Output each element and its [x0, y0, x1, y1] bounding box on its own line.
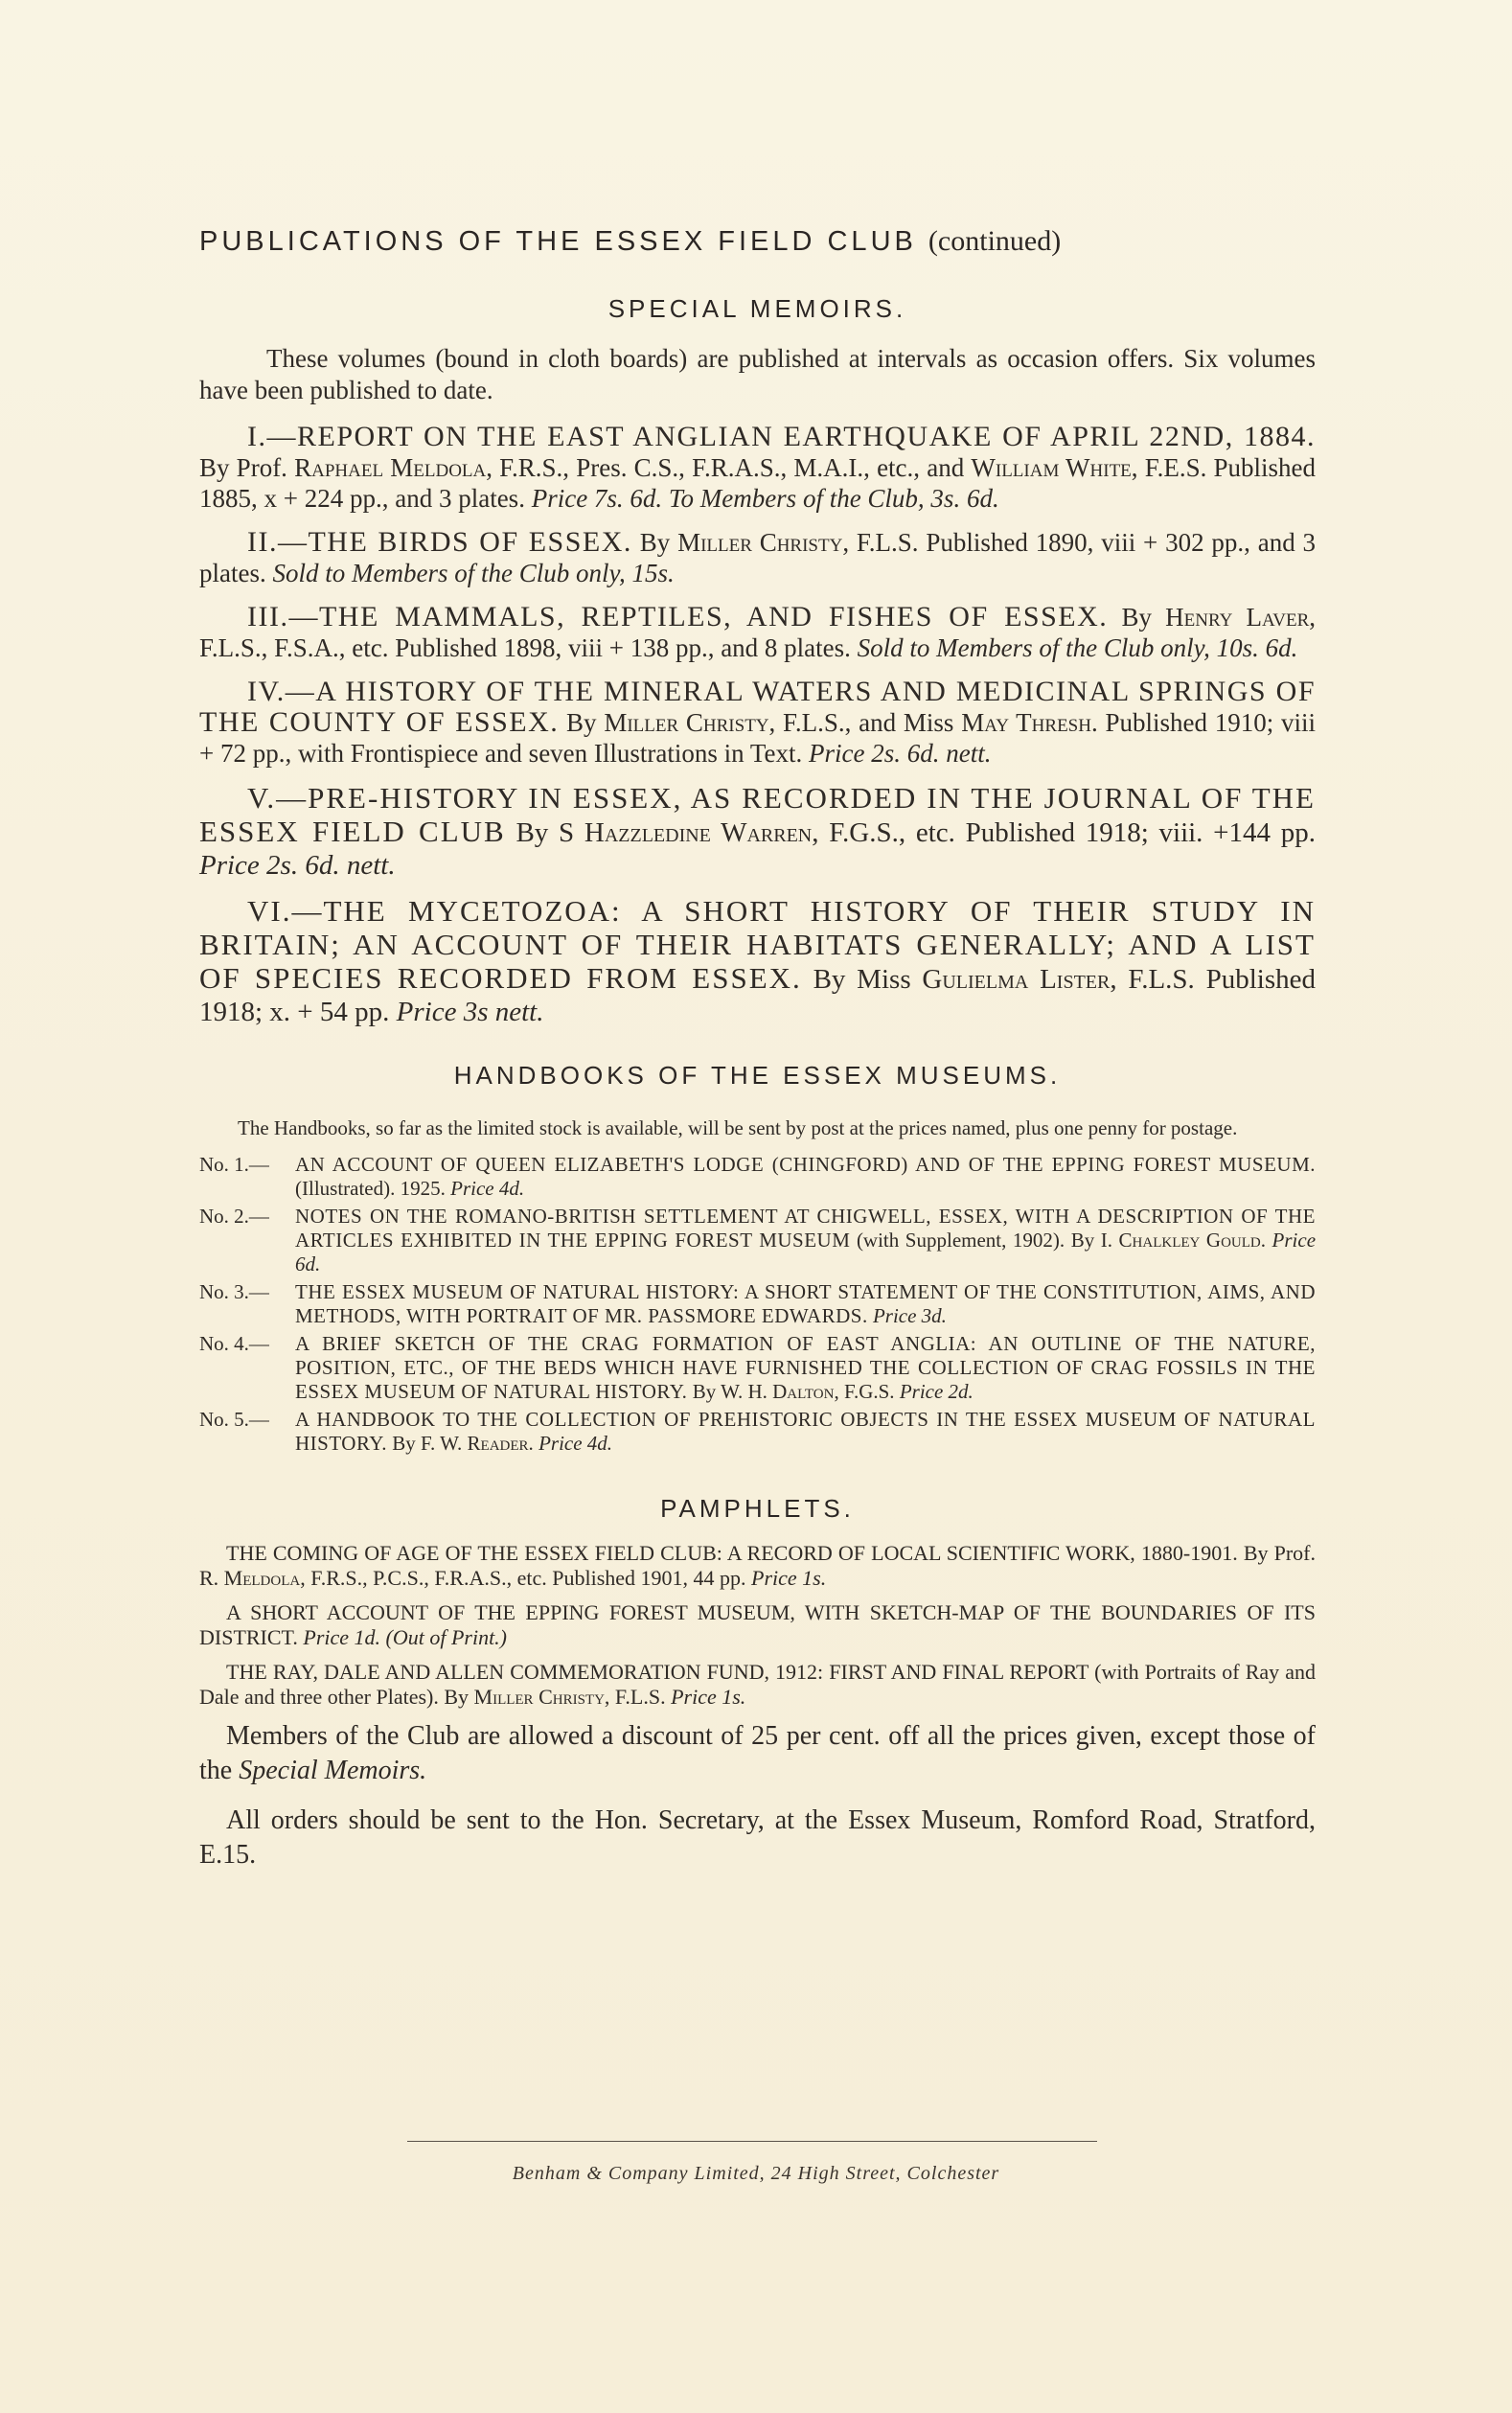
handbook-author: Reader.: [467, 1432, 534, 1455]
memoir-by: By Miss: [813, 964, 911, 995]
handbook-author: Chalkley Gould.: [1118, 1229, 1266, 1252]
handbook-number: No. 3.—: [199, 1280, 269, 1303]
handbook-title: THE ESSEX MUSEUM OF NATURAL HISTORY: A SHORT STATEMENT OF THE CONSTITUTION, AIMS, AND METHODS, WITH PORTRAIT OF MR. PASSMORE EDWARDS.: [295, 1280, 1316, 1327]
memoir-price: Price 3s nett.: [396, 997, 544, 1027]
page-title: [199, 225, 1316, 258]
printer-imprint: Benham & Company Limited, 24 High Street, Colchester: [512, 2163, 1000, 2184]
imprint-rule: [407, 2141, 1097, 2142]
memoir-title: VI.—THE MYCETOZOA: A SHORT HISTORY OF THEIR STUDY IN BRITAIN; AN ACCOUNT OF THEIR HABITATS GENERALLY; AND A LIST OF SPECIES RECORDED FROM ESSEX.: [199, 894, 1316, 995]
handbooks-heading: HANDBOOKS OF THE ESSEX MUSEUMS.: [453, 1061, 1062, 1090]
handbook-title: A HANDBOOK TO THE COLLECTION OF PREHISTORIC OBJECTS IN THE ESSEX MUSEUM OF NATURAL HISTORY.: [295, 1408, 1316, 1455]
handbook-number: No. 1.—: [199, 1153, 269, 1176]
memoir-by: By: [1121, 603, 1152, 632]
memoir-by: By Prof.: [199, 453, 287, 482]
handbook-item: [199, 1280, 1316, 1328]
memoir-title: V.—PRE-HISTORY IN ESSEX, AS RECORDED IN THE JOURNAL OF THE ESSEX FIELD CLUB: [199, 781, 1316, 848]
memoir-item: [199, 422, 1316, 514]
handbook-text: [295, 1153, 1316, 1201]
memoir-details: , F.E.S. Published 1885, x + 224 pp., and 3 plates.: [199, 453, 1317, 513]
handbook-number: No. 2.—: [199, 1205, 269, 1228]
handbook-author: Dalton,: [772, 1380, 839, 1403]
memoir-details: , F.L.S., F.S.A., etc. Published 1898, viii + 138 pp., and 8 plates.: [199, 603, 1317, 662]
memoir-title: IV.—A HISTORY OF THE MINERAL WATERS AND MEDICINAL SPRINGS OF THE COUNTY OF ESSEX.: [199, 676, 1316, 738]
handbook-title: A BRIEF SKETCH OF THE CRAG FORMATION OF EAST ANGLIA: AN OUTLINE OF THE NATURE, POSITION, ETC., OF THE BEDS WHICH HAVE FURNISHED THE COLLECTION OF CRAG FOSSILS IN THE ESSEX MUSEUM OF NATURAL HISTORY.: [295, 1332, 1316, 1403]
memoir-price: Price 7s. 6d. To Members of the Club, 3s. 6d.: [531, 484, 999, 513]
memoir-details: , F.G.S., etc. Published 1918; viii. +144 pp.: [812, 817, 1316, 848]
memoir-price: Sold to Members of the Club only, 10s. 6d.: [857, 633, 1298, 662]
handbook-price: Price 4d.: [538, 1432, 613, 1455]
pamphlet-item: [199, 1660, 1316, 1710]
handbook-details: By W. H.: [692, 1380, 767, 1403]
page-title-continued: (continued): [928, 225, 1062, 257]
handbook-text: [295, 1332, 1316, 1404]
handbook-price: Price 2d.: [899, 1380, 974, 1403]
pamphlet-author: R. Meldola: [199, 1566, 301, 1590]
handbook-after: F.G.S.: [843, 1380, 895, 1403]
handbooks-intro: The Handbooks, so far as the limited stock is available, will be sent by post at the prices named, plus one penny for postage.: [238, 1116, 1238, 1139]
handbook-number: No. 4.—: [199, 1332, 269, 1355]
memoir-item: [199, 895, 1316, 1028]
memoir-price: Price 2s. 6d. nett.: [199, 850, 396, 881]
memoir-author: Miller Christy: [677, 528, 843, 557]
memoir-title: II.—THE BIRDS OF ESSEX.: [247, 526, 632, 558]
memoir-author: Raphael Meldola: [294, 453, 487, 482]
handbook-number: No. 5.—: [199, 1408, 269, 1431]
handbook-price: Price 3d.: [872, 1304, 947, 1327]
pamphlet-price: Price 1d. (Out of Print.): [303, 1625, 508, 1649]
handbook-details: By F. W.: [392, 1432, 463, 1455]
pamphlet-price: Price 1s.: [751, 1566, 827, 1590]
pamphlet-after: , F.R.S., P.C.S., F.R.A.S., etc. Published 1901, 44 pp.: [300, 1566, 746, 1590]
memoir-title: III.—THE MAMMALS, REPTILES, AND FISHES OF ESSEX.: [247, 601, 1109, 632]
special-memoirs-heading: SPECIAL MEMOIRS.: [607, 294, 907, 323]
pamphlet-after: , F.L.S.: [604, 1685, 666, 1709]
memoir-author: William White: [971, 453, 1132, 482]
handbook-item: [199, 1332, 1316, 1404]
memoir-author: Gulielma Lister: [922, 964, 1111, 995]
memoir-price: Sold to Members of the Club only, 15s.: [272, 559, 675, 587]
handbook-title: NOTES ON THE ROMANO-BRITISH SETTLEMENT AT CHIGWELL, ESSEX, WITH A DESCRIPTION OF THE ARTICLES EXHIBITED IN THE EPPING FOREST MUSEUM: [295, 1205, 1316, 1252]
memoir-by: By: [566, 708, 597, 737]
memoir-title: I.—REPORT ON THE EAST ANGLIAN EARTHQUAKE OF APRIL 22ND, 1884.: [247, 421, 1316, 452]
pamphlet-text: THE RAY, DALE AND ALLEN COMMEMORATION FUND, 1912: FIRST AND FINAL REPORT (with Portraits of Ray and Dale and three other Plates). By: [199, 1660, 1316, 1709]
handbook-text: [295, 1280, 1316, 1328]
discount-note: [199, 1719, 1316, 1788]
handbook-details: (Illustrated). 1925.: [295, 1177, 446, 1200]
memoir-item: [199, 527, 1316, 588]
content: [199, 225, 1316, 1888]
memoir-author: Hazzledine Warren: [584, 817, 813, 848]
pamphlet-item: [199, 1541, 1316, 1591]
memoir-item: [199, 782, 1316, 882]
pamphlet-author: Miller Christy: [473, 1685, 605, 1709]
handbook-title: AN ACCOUNT OF QUEEN ELIZABETH'S LODGE (CHINGFORD) AND OF THE EPPING FOREST MUSEUM.: [295, 1153, 1316, 1176]
memoir-by: By S: [515, 817, 575, 848]
handbook-details: (with Supplement, 1902). By I.: [856, 1229, 1112, 1252]
handbook-text: [295, 1205, 1316, 1276]
memoir-author: Miller Christy: [604, 708, 769, 737]
discount-emphasis: Special Memoirs.: [239, 1756, 427, 1785]
special-memoirs-intro: These volumes (bound in cloth boards) are published at intervals as occasion offers. Six volumes have been published to date.: [199, 344, 1316, 404]
handbook-item: [199, 1408, 1316, 1456]
handbook-price: Price 6d.: [295, 1229, 1317, 1275]
page-title-main: PUBLICATIONS OF THE ESSEX FIELD CLUB: [199, 226, 917, 257]
orders-note: All orders should be sent to the Hon. Secretary, at the Essex Museum, Romford Road, Stratford, E.15.: [199, 1805, 1316, 1870]
pamphlets-heading: PAMPHLETS.: [660, 1494, 855, 1523]
handbook-text: [295, 1408, 1316, 1456]
handbook-price: Price 4d.: [450, 1177, 525, 1200]
handbook-item: [199, 1153, 1316, 1201]
memoir-by: By: [639, 528, 671, 557]
memoir-details: . Published 1910; viii + 72 pp., with Frontispiece and seven Illustrations in Text.: [199, 708, 1317, 768]
memoir-details: , F.L.S. Published 1890, viii + 302 pp., and 3 plates.: [199, 528, 1317, 587]
memoir-author: May Thresh: [961, 708, 1091, 737]
discount-text: Members of the Club are allowed a discount of 25 per cent. off all the prices given, except those of the: [199, 1721, 1316, 1785]
pamphlet-item: [199, 1600, 1316, 1650]
pamphlet-text: THE COMING OF AGE OF THE ESSEX FIELD CLUB: A RECORD OF LOCAL SCIENTIFIC WORK, 1880-1901. By Prof.: [226, 1541, 1316, 1565]
memoir-price: Price 2s. 6d. nett.: [809, 739, 992, 768]
pamphlet-text: A SHORT ACCOUNT OF THE EPPING FOREST MUSEUM, WITH SKETCH-MAP OF THE BOUNDARIES OF ITS DISTRICT.: [199, 1600, 1316, 1649]
memoir-mid: , F.L.S., and Miss: [768, 708, 954, 737]
memoir-details: , F.L.S. Published 1918; x. + 54 pp.: [199, 964, 1316, 1027]
memoir-item: [199, 677, 1316, 769]
pamphlet-price: Price 1s.: [671, 1685, 746, 1709]
memoir-item: [199, 602, 1316, 663]
memoir-author: Henry Laver: [1165, 603, 1310, 632]
handbook-item: [199, 1205, 1316, 1276]
memoir-mid: , F.R.S., Pres. C.S., F.R.A.S., M.A.I., etc., and: [486, 453, 965, 482]
